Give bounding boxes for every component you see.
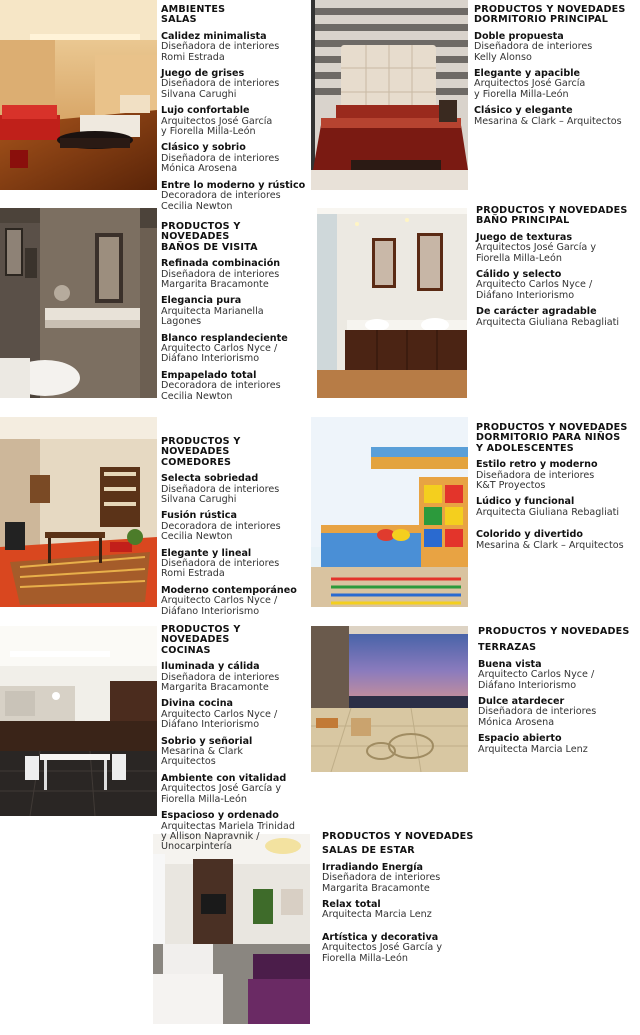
salas-de-estar-photo: [153, 830, 310, 1024]
article-entry[interactable]: [476, 530, 638, 551]
article-credit: Diáfano Interiorismo: [478, 679, 577, 691]
article-title[interactable]: Refinada combinación: [161, 258, 281, 270]
section-heading: PRODUCTOS Y NOVEDADES: [161, 436, 241, 458]
article-entry[interactable]: [474, 32, 638, 63]
article-credit: Mesarina & Clark: [161, 746, 243, 758]
article-credit: Cecilia Newton: [161, 200, 233, 212]
article-title[interactable]: Divina cocina: [161, 698, 233, 710]
article-title[interactable]: Moderno contemporáneo: [161, 584, 297, 596]
article-credit: Fiorella Milla-León: [476, 252, 562, 264]
section-heading: PRODUCTOS Y NOVEDADES: [478, 626, 630, 637]
article-title[interactable]: Elegante y lineal: [161, 547, 252, 559]
article-credit: Diseñadora de interiores: [478, 706, 597, 718]
article-entry[interactable]: [476, 460, 638, 491]
section-subheading: SALAS: [161, 14, 197, 26]
article-credit: Romi Estrada: [161, 51, 225, 63]
article-entry[interactable]: [161, 737, 311, 768]
article-entry[interactable]: [474, 69, 638, 100]
article-title[interactable]: Artística y decorativa: [322, 931, 439, 943]
article-credit: Margarita Bracamonte: [161, 279, 269, 291]
article-credit: Diáfano Interiorismo: [161, 605, 260, 617]
article-credit: Diseñadora de interiores: [161, 152, 280, 164]
article-entry[interactable]: [161, 334, 311, 365]
article-credit: Diáfano Interiorismo: [476, 289, 575, 301]
article-credit: y Allison Napravnik /: [161, 830, 260, 842]
article-title[interactable]: Selecta sobriedad: [161, 473, 259, 485]
article-credit: Arquitecta Marianella: [161, 305, 264, 317]
article-credit: Cecilia Newton: [161, 531, 233, 543]
article-entry[interactable]: [322, 900, 492, 921]
article-credit: Silvana Carughi: [161, 88, 237, 100]
article-credit: y Fiorella Milla-León: [474, 88, 569, 100]
article-credit: Decoradora de interiores: [161, 190, 281, 202]
section-heading: PRODUCTOS Y NOVEDADES: [476, 422, 628, 433]
article-title[interactable]: De carácter agradable: [476, 306, 597, 318]
article-credit: Romi Estrada: [161, 568, 225, 580]
article-credit: Diseñadora de interiores: [161, 41, 280, 53]
article-title[interactable]: Clásico y sobrio: [161, 142, 246, 154]
article-title[interactable]: Dulce atardecer: [478, 696, 565, 708]
section-subheading: COCINAS: [161, 644, 211, 656]
article-title[interactable]: Lujo confortable: [161, 105, 250, 117]
section-heading: PRODUCTOS Y NOVEDADES: [161, 221, 241, 243]
cocinas-photo: [0, 626, 157, 816]
article-credit: Diseñadora de interiores: [474, 41, 593, 53]
section-heading: PRODUCTOS Y NOVEDADES: [161, 624, 241, 646]
article-entry[interactable]: [161, 811, 311, 853]
article-title[interactable]: Juego de grises: [161, 68, 245, 80]
article-credit: Cecilia Newton: [161, 390, 233, 402]
article-credit: Kelly Alonso: [474, 51, 532, 63]
article-title[interactable]: Buena vista: [478, 658, 542, 670]
article-entry[interactable]: [161, 32, 309, 63]
article-credit: Diseñadora de interiores: [161, 268, 280, 280]
section-subheading: Y ADOLESCENTES: [476, 442, 574, 454]
article-credit: Arquitecta Giuliana Rebagliati: [476, 506, 620, 518]
article-title[interactable]: Ambiente con vitalidad: [161, 772, 287, 784]
article-entry[interactable]: [474, 106, 638, 127]
section-subheading: BAÑO PRINCIPAL: [476, 215, 570, 227]
article-entry[interactable]: [161, 106, 309, 137]
salas-photo: [0, 0, 157, 190]
section-subheading: TERRAZAS: [478, 642, 537, 654]
article-title[interactable]: Clásico y elegante: [474, 105, 573, 117]
article-credit: Fiorella Milla-León: [161, 793, 247, 805]
section-subheading: BAÑOS DE VISITA: [161, 241, 258, 253]
article-credit: Decoradora de interiores: [161, 520, 281, 532]
article-entry[interactable]: [161, 181, 309, 212]
cocinas-section: [161, 625, 311, 853]
article-title[interactable]: Blanco resplandeciente: [161, 332, 288, 344]
article-credit: Arquitecta Marcia Lenz: [478, 743, 588, 755]
bano-principal-section: [476, 206, 638, 328]
article-credit: Margarita Bracamonte: [322, 882, 430, 894]
article-credit: Diseñadora de interiores: [161, 78, 280, 90]
salas-section: [161, 5, 309, 212]
article-credit: Arquitectos José García: [474, 78, 586, 90]
article-credit: Mónica Arosena: [161, 163, 238, 175]
article-credit: Decoradora de interiores: [161, 380, 281, 392]
article-credit: Arquitecto Carlos Nyce /: [161, 708, 278, 720]
article-entry[interactable]: [161, 143, 309, 174]
article-credit: Arquitecto Carlos Nyce /: [476, 279, 593, 291]
banos-de-visita-photo: [0, 208, 157, 398]
article-credit: y Fiorella Milla-León: [161, 126, 256, 138]
article-credit: Silvana Carughi: [161, 494, 237, 506]
article-credit: Mesarina & Clark – Arquitectos: [476, 539, 624, 551]
article-entry[interactable]: [478, 697, 638, 728]
dormitorio-principal-section: [474, 5, 638, 127]
article-credit: Arquitecta Marcia Lenz: [322, 909, 432, 921]
article-title[interactable]: Colorido y divertido: [476, 529, 583, 541]
article-credit: Diáfano Interiorismo: [161, 719, 260, 731]
article-entry[interactable]: [476, 233, 638, 264]
section-subheading: DORMITORIO PRINCIPAL: [474, 14, 609, 26]
article-credit: Arquitecto Carlos Nyce /: [161, 343, 278, 355]
article-credit: Lagones: [161, 316, 202, 328]
article-credit: Mónica Arosena: [478, 716, 555, 728]
article-credit: Arquitectas Mariela Trinidad: [161, 820, 295, 832]
article-credit: Arquitecta Giuliana Rebagliati: [476, 316, 620, 328]
article-title[interactable]: Espacio abierto: [478, 733, 562, 745]
article-title[interactable]: Estilo retro y moderno: [476, 459, 598, 471]
article-credit: Unocarpintería: [161, 841, 233, 853]
article-entry[interactable]: [476, 497, 638, 518]
section-heading: PRODUCTOS Y NOVEDADES: [322, 831, 474, 842]
section-subheading: DORMITORIO PARA NIÑOS: [476, 432, 621, 444]
salas-de-estar-section: [322, 832, 492, 964]
article-credit: Arquitecto Carlos Nyce /: [161, 595, 278, 607]
article-credit: Arquitecto Carlos Nyce /: [478, 669, 595, 681]
article-credit: Arquitectos José García y: [161, 783, 282, 795]
banos-de-visita-section: [161, 222, 311, 402]
article-title[interactable]: Elegante y apacible: [474, 68, 580, 80]
article-title[interactable]: Sobrio y señorial: [161, 735, 253, 747]
section-heading: PRODUCTOS Y NOVEDADES: [476, 205, 628, 216]
article-title[interactable]: Relax total: [322, 899, 381, 911]
article-entry[interactable]: [161, 549, 311, 580]
article-title[interactable]: Juego de texturas: [476, 231, 573, 243]
article-credit: Diseñadora de interiores: [161, 558, 280, 570]
article-credit: Arquitectos: [161, 756, 216, 768]
article-entry[interactable]: [161, 69, 309, 100]
article-title[interactable]: Entre lo moderno y rústico: [161, 179, 306, 191]
dormitorio-ninos-section: [476, 423, 638, 551]
bano-principal-photo: [317, 208, 467, 398]
article-title[interactable]: Empapelado total: [161, 369, 257, 381]
article-entry[interactable]: [476, 270, 638, 301]
section-heading: AMBIENTES: [161, 4, 226, 15]
article-credit: Arquitectos José García: [161, 115, 273, 127]
article-credit: Diseñadora de interiores: [322, 872, 441, 884]
article-entry[interactable]: [161, 371, 311, 402]
article-title[interactable]: Elegancia pura: [161, 295, 242, 307]
article-entry[interactable]: [322, 933, 492, 964]
article-credit: Diseñadora de interiores: [161, 483, 280, 495]
article-entry[interactable]: [161, 511, 311, 542]
article-title[interactable]: Espacioso y ordenado: [161, 810, 279, 822]
article-title[interactable]: Iluminada y cálida: [161, 661, 260, 673]
article-credit: Diáfano Interiorismo: [161, 353, 260, 365]
article-entry[interactable]: [161, 699, 311, 730]
article-entry[interactable]: [161, 662, 311, 693]
article-credit: Fiorella Milla-León: [322, 952, 408, 964]
article-entry[interactable]: [478, 734, 638, 755]
article-title[interactable]: Doble propuesta: [474, 30, 564, 42]
article-credit: K&T Proyectos: [476, 480, 546, 492]
article-title[interactable]: Lúdico y funcional: [476, 496, 575, 508]
article-credit: Diseñadora de interiores: [476, 469, 595, 481]
terrazas-photo: [311, 626, 468, 772]
article-entry[interactable]: [476, 307, 638, 328]
article-entry[interactable]: [161, 296, 311, 327]
article-title[interactable]: Irradiando Energía: [322, 861, 424, 873]
article-entry[interactable]: [322, 863, 492, 894]
article-entry[interactable]: [161, 259, 311, 290]
article-credit: Mesarina & Clark – Arquitectos: [474, 115, 622, 127]
article-credit: Margarita Bracamonte: [161, 682, 269, 694]
comedores-photo: [0, 417, 157, 607]
article-entry[interactable]: [478, 660, 638, 691]
article-entry[interactable]: [161, 586, 311, 617]
article-credit: Arquitectos José García y: [476, 242, 597, 254]
section-heading: PRODUCTOS Y NOVEDADES: [474, 4, 626, 15]
comedores-section: [161, 437, 311, 617]
dormitorio-ninos-photo: [311, 417, 468, 607]
article-entry[interactable]: [161, 474, 311, 505]
article-credit: Arquitectos José García y: [322, 942, 443, 954]
terrazas-section: [478, 627, 638, 755]
article-title[interactable]: Calidez minimalista: [161, 30, 267, 42]
article-title[interactable]: Cálido y selecto: [476, 269, 562, 281]
dormitorio-principal-photo: [311, 0, 468, 190]
article-title[interactable]: Fusión rústica: [161, 510, 237, 522]
section-subheading: COMEDORES: [161, 456, 232, 468]
article-credit: Diseñadora de interiores: [161, 671, 280, 683]
article-entry[interactable]: [161, 774, 311, 805]
section-subheading: SALAS DE ESTAR: [322, 845, 415, 857]
